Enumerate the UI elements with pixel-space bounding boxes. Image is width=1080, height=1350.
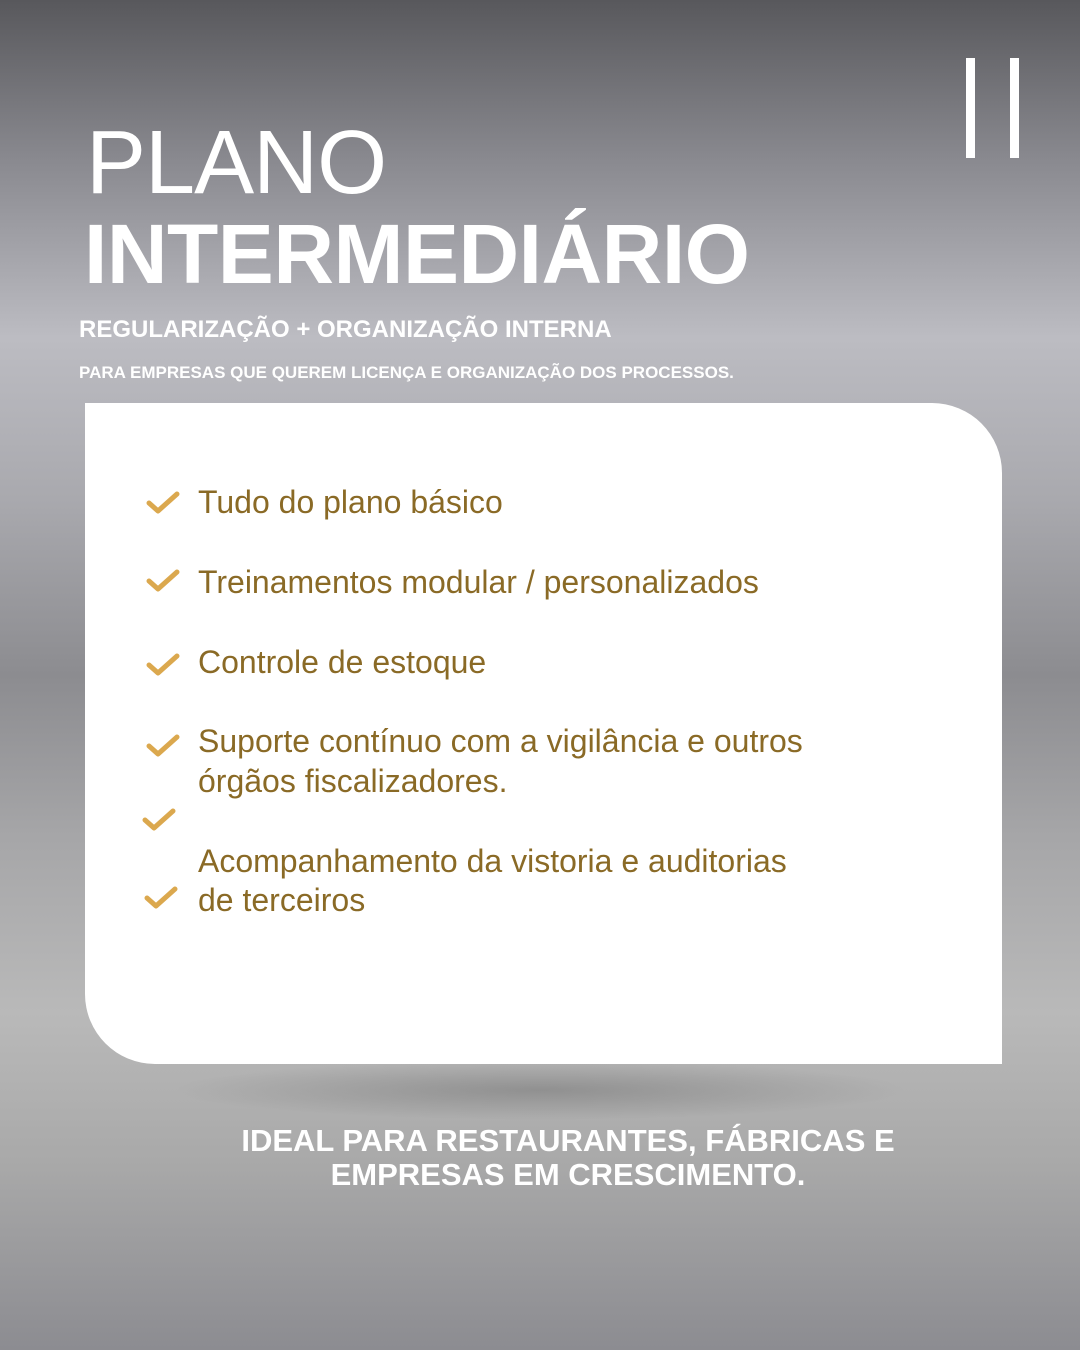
- title-intermediario: INTERMEDIÁRIO: [84, 207, 750, 301]
- plan-tagline: PARA EMPRESAS QUE QUEREM LICENÇA E ORGANIZAÇÃO DOS PROCESSOS.: [79, 363, 734, 382]
- check-icon: [146, 569, 180, 593]
- roman-bar: [1010, 58, 1019, 158]
- check-icon: [146, 734, 180, 758]
- check-icon: [146, 653, 180, 677]
- check-icon: [142, 808, 176, 832]
- feature-item-inspection-line1: Acompanhamento da vistoria e auditorias: [198, 843, 787, 879]
- feature-item-training: Treinamentos modular / personalizados: [198, 564, 759, 600]
- features-card: [85, 403, 1002, 1064]
- feature-item-inspection-line2: de terceiros: [198, 882, 366, 918]
- footer-line-1: IDEAL PARA RESTAURANTES, FÁBRICAS E: [241, 1123, 895, 1158]
- footer-line-2: EMPRESAS EM CRESCIMENTO.: [330, 1157, 806, 1192]
- card-shadow: [170, 1060, 910, 1120]
- feature-item-support-line1: Suporte contínuo com a vigilância e outros: [198, 723, 803, 759]
- check-icon: [146, 491, 180, 515]
- feature-item-stock: Controle de estoque: [198, 644, 487, 680]
- roman-bar: [966, 58, 975, 158]
- ideal-for-footer: [0, 1124, 1080, 1192]
- plan-subtitle: REGULARIZAÇÃO + ORGANIZAÇÃO INTERNA: [79, 316, 612, 343]
- feature-item-support-line2: órgãos fiscalizadores.: [198, 763, 508, 799]
- check-icon: [144, 886, 178, 910]
- title-plano: PLANO: [86, 113, 387, 213]
- feature-item-basic: Tudo do plano básico: [198, 484, 503, 520]
- roman-numeral-two: [966, 58, 1020, 158]
